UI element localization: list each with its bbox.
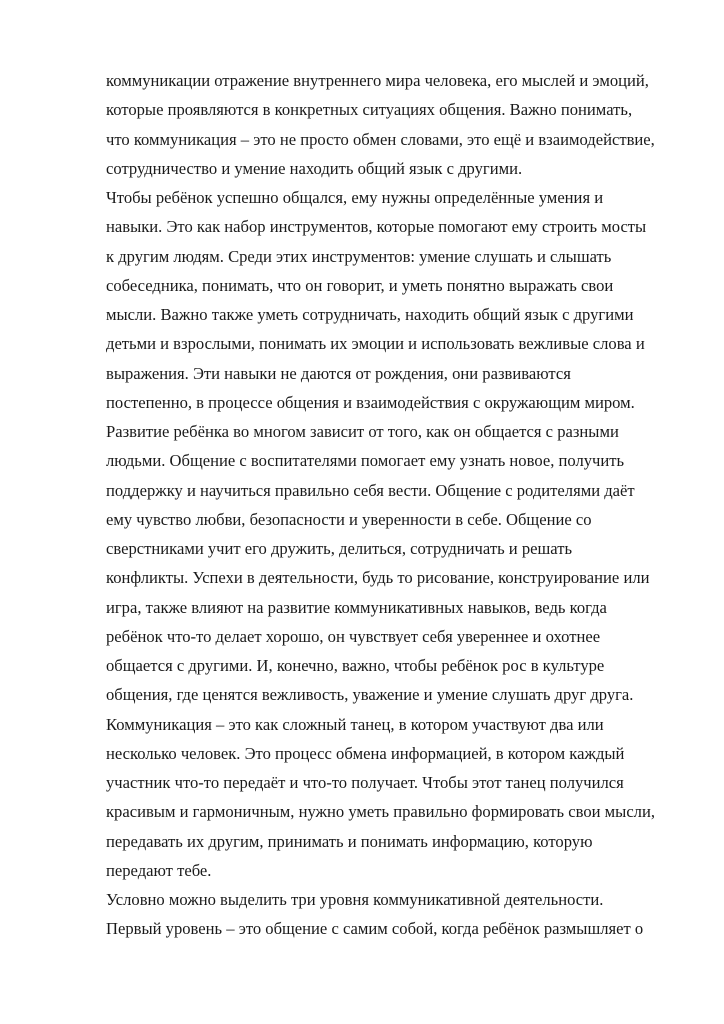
text-line: собеседника, понимать, что он говорит, и уметь понятно выражать свои: [106, 275, 614, 295]
text-line: к другим людям. Среди этих инструментов: умение слушать и слышать: [106, 246, 612, 266]
text-line: передают тебе.: [106, 860, 212, 880]
text-line: Развитие ребёнка во многом зависит от того, как он общается с разными: [106, 422, 619, 441]
text-line: Условно можно выделить три уровня коммуникативной деятельности.: [106, 890, 604, 909]
text-line: игра, также влияют на развитие коммуникативных навыков, ведь когда: [106, 597, 607, 617]
text-line: коммуникации отражение внутреннего мира человека, его мыслей и эмоций,: [106, 71, 649, 90]
text-line: выражения. Эти навыки не даются от рождения, они развиваются: [106, 363, 571, 383]
text-line: Коммуникация – это как сложный танец, в котором участвуют два или: [106, 714, 604, 734]
text-line: конфликты. Успехи в деятельности, будь то рисование, конструирование или: [106, 568, 650, 588]
body-text: [106, 66, 666, 944]
text-line: передавать их другим, принимать и понимать информацию, которую: [106, 831, 593, 851]
text-line: поддержку и научиться правильно себя вести. Общение с родителями даёт: [106, 480, 635, 500]
text-line: постепенно, в процессе общения и взаимодействия с окружающим миром.: [106, 392, 635, 412]
text-line: несколько человек. Это процесс обмена информацией, в котором каждый: [106, 743, 625, 763]
text-line: мысли. Важно также уметь сотрудничать, находить общий язык с другими: [106, 305, 634, 324]
text-line: ребёнок что-то делает хорошо, он чувствует себя увереннее и охотнее: [106, 626, 601, 646]
text-line: общения, где ценятся вежливость, уважение и умение слушать друг друга.: [106, 685, 634, 705]
text-line: ему чувство любви, безопасности и уверенности в себе. Общение со: [106, 509, 592, 529]
text-line: участник что-то передаёт и что-то получает. Чтобы этот танец получился: [106, 773, 624, 792]
text-line: сверстниками учит его дружить, делиться, сотрудничать и решать: [106, 539, 573, 558]
text-line: которые проявляются в конкретных ситуациях общения. Важно понимать,: [106, 100, 633, 120]
text-line: красивым и гармоничным, нужно уметь правильно формировать свои мысли,: [106, 802, 655, 822]
text-line: Чтобы ребёнок успешно общался, ему нужны определённые умения и: [106, 188, 604, 207]
text-line: детьми и взрослыми, понимать их эмоции и использовать вежливые слова и: [106, 334, 645, 354]
text-line: общается с другими. И, конечно, важно, чтобы ребёнок рос в культуре: [106, 656, 605, 675]
text-line: людьми. Общение с воспитателями помогает ему узнать новое, получить: [106, 451, 625, 471]
text-line: что коммуникация – это не просто обмен словами, это ещё и взаимодействие,: [106, 129, 655, 149]
text-line: навыки. Это как набор инструментов, которые помогают ему строить мосты: [106, 217, 647, 237]
text-line: Первый уровень – это общение с самим собой, когда ребёнок размышляет о: [106, 919, 644, 939]
text-line: сотрудничество и умение находить общий язык с другими.: [106, 158, 523, 178]
